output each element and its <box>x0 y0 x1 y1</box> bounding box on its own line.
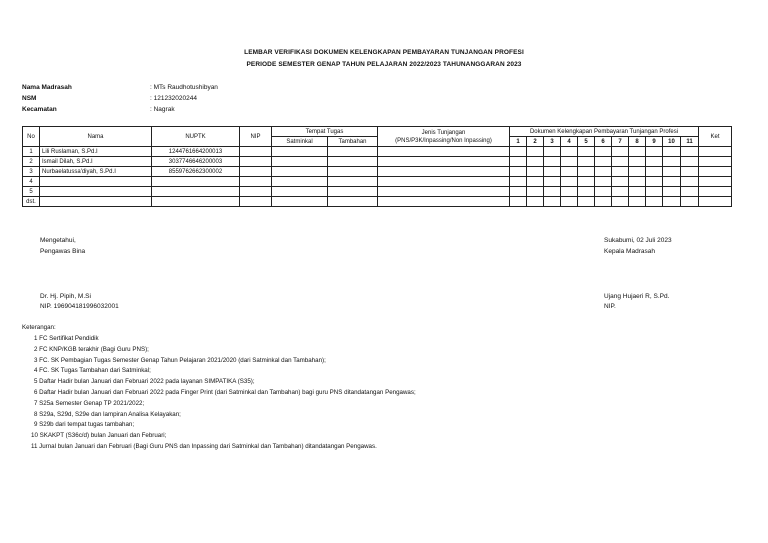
pengawas-name: Dr. Hj. Pipih, M.Si <box>40 293 91 300</box>
row-empty-cell <box>663 177 681 187</box>
row-empty-cell <box>646 187 663 197</box>
row-empty-cell <box>328 177 378 187</box>
row-empty-cell <box>240 167 272 177</box>
row-empty-cell <box>663 167 681 177</box>
header-nip: NIP <box>240 127 272 147</box>
row-empty-cell <box>699 187 732 197</box>
row-empty-cell <box>612 177 629 187</box>
row-empty-cell <box>510 147 527 157</box>
document-title-line-2: PERIODE SEMESTER GENAP TAHUN PELAJARAN 2022/2023 TAHUNANGGARAN 2023 <box>246 61 522 68</box>
row-empty-cell <box>378 187 510 197</box>
row-empty-cell <box>699 157 732 167</box>
row-empty-cell <box>663 187 681 197</box>
kepala-madrasah-label: Kepala Madrasah <box>604 248 655 255</box>
row-empty-cell <box>561 197 578 207</box>
row-nama: Ismail Dilah, S.Pd.I <box>40 157 152 167</box>
header-doc-6: 6 <box>595 137 612 147</box>
header-tempat-tugas: Tempat Tugas <box>272 127 378 137</box>
row-empty-cell <box>646 177 663 187</box>
row-empty-cell <box>699 177 732 187</box>
row-empty-cell <box>646 147 663 157</box>
row-empty-cell <box>578 157 595 167</box>
row-no: 3 <box>23 167 40 177</box>
keterangan-item: 4 FC. SK Tugas Tambahan dari Satminkal; <box>34 367 151 375</box>
row-empty-cell <box>527 197 544 207</box>
row-nama: Lili Ruslaman, S.Pd.I <box>40 147 152 157</box>
keterangan-item: 1 FC Sertifikat Pendidik <box>34 335 99 342</box>
header-jenis-tunjangan-line-1: Jenis Tunjangan <box>421 129 466 136</box>
row-empty-cell <box>612 157 629 167</box>
row-empty-cell <box>663 147 681 157</box>
row-empty-cell <box>681 157 699 167</box>
row-no: dst. <box>23 197 40 207</box>
row-empty-cell <box>510 167 527 177</box>
row-empty-cell <box>272 177 328 187</box>
row-empty-cell <box>595 167 612 177</box>
header-jenis-tunjangan <box>378 127 510 147</box>
row-empty-cell <box>595 197 612 207</box>
keterangan-item: 9 S29b dari tempat tugas tambahan; <box>34 421 135 429</box>
row-empty-cell <box>561 157 578 167</box>
keterangan-item: 3 FC. SK Pembagian Tugas Semester Genap Tahun Pelajaran 2021/2020 (dari Satminkal dan Tambahan); <box>34 356 326 364</box>
row-nuptk: 8559762662300002 <box>152 167 240 177</box>
table-row <box>23 197 732 207</box>
verification-table <box>22 126 732 207</box>
nsm-label: NSM <box>22 95 37 102</box>
row-empty-cell <box>378 197 510 207</box>
row-empty-cell <box>699 167 732 177</box>
row-empty-cell <box>681 167 699 177</box>
row-empty-cell <box>699 147 732 157</box>
row-empty-cell <box>561 187 578 197</box>
row-empty-cell <box>561 177 578 187</box>
row-empty-cell <box>561 167 578 177</box>
row-empty-cell <box>681 187 699 197</box>
keterangan-item: 8 S29a, S29d, S29e dan lampiran Analisa Kelayakan; <box>34 410 181 418</box>
row-empty-cell <box>527 177 544 187</box>
row-empty-cell <box>578 187 595 197</box>
row-empty-cell <box>595 147 612 157</box>
kepala-madrasah-nip: NIP. <box>604 303 616 310</box>
row-empty-cell <box>629 177 646 187</box>
row-empty-cell <box>646 157 663 167</box>
row-empty-cell <box>378 147 510 157</box>
row-empty-cell <box>681 147 699 157</box>
row-empty-cell <box>578 177 595 187</box>
keterangan-item: 11 Jurnal bulan Januari dan Februari (Bagi Guru PNS dan Inpassing dari Satminkal dan Tambahan) ditandatangan Pengawas. <box>31 443 377 450</box>
header-doc-10: 10 <box>663 137 681 147</box>
nsm-value: : 121232020244 <box>150 95 197 102</box>
table-row <box>23 167 732 177</box>
kecamatan-value: : Nagrak <box>150 106 175 113</box>
keterangan-item: 5 Daftar Hadir bulan Januari dan Februari 2022 pada layanan SIMPATIKA (S35); <box>34 378 255 386</box>
row-nuptk: 3037746646200003 <box>152 157 240 167</box>
row-empty-cell <box>240 147 272 157</box>
table-row <box>23 147 732 157</box>
row-empty-cell <box>240 197 272 207</box>
row-no: 4 <box>23 177 40 187</box>
header-doc-9: 9 <box>646 137 663 147</box>
row-empty-cell <box>240 177 272 187</box>
row-empty-cell <box>378 167 510 177</box>
row-empty-cell <box>527 147 544 157</box>
row-nuptk <box>152 187 240 197</box>
header-no: No <box>23 127 40 147</box>
row-empty-cell <box>527 187 544 197</box>
row-empty-cell <box>612 147 629 157</box>
row-empty-cell <box>646 167 663 177</box>
row-empty-cell <box>328 197 378 207</box>
row-empty-cell <box>272 157 328 167</box>
header-doc-4: 4 <box>561 137 578 147</box>
row-empty-cell <box>595 157 612 167</box>
row-nuptk: 1244761664200013 <box>152 147 240 157</box>
header-satminkal: Satminkal <box>272 137 328 147</box>
row-empty-cell <box>646 197 663 207</box>
row-nuptk <box>152 177 240 187</box>
table-row <box>23 187 732 197</box>
row-empty-cell <box>544 177 561 187</box>
row-empty-cell <box>595 177 612 187</box>
pengawas-nip: NIP. 196904181996032001 <box>40 303 119 310</box>
row-empty-cell <box>527 157 544 167</box>
row-empty-cell <box>544 147 561 157</box>
header-ket: Ket <box>699 127 732 147</box>
row-empty-cell <box>510 177 527 187</box>
row-nuptk <box>152 197 240 207</box>
pengawas-bina-label: Pengawas Bina <box>40 248 86 255</box>
row-empty-cell <box>510 187 527 197</box>
row-empty-cell <box>272 167 328 177</box>
header-doc-8: 8 <box>629 137 646 147</box>
nama-madrasah-value: : MTs Raudhotushibyan <box>150 84 218 91</box>
row-empty-cell <box>629 187 646 197</box>
mengetahui-label: Mengetahui, <box>40 237 76 244</box>
row-empty-cell <box>544 157 561 167</box>
row-empty-cell <box>663 157 681 167</box>
row-empty-cell <box>629 167 646 177</box>
header-doc-1: 1 <box>510 137 527 147</box>
row-empty-cell <box>612 167 629 177</box>
keterangan-heading: Keterangan: <box>22 324 56 331</box>
row-empty-cell <box>681 197 699 207</box>
row-no: 5 <box>23 187 40 197</box>
row-no: 1 <box>23 147 40 157</box>
row-empty-cell <box>378 157 510 167</box>
row-empty-cell <box>328 157 378 167</box>
kecamatan-label: Kecamatan <box>22 106 57 113</box>
row-nama <box>40 177 152 187</box>
row-empty-cell <box>328 167 378 177</box>
row-empty-cell <box>629 157 646 167</box>
row-nama <box>40 187 152 197</box>
row-empty-cell <box>681 177 699 187</box>
row-empty-cell <box>629 197 646 207</box>
kepala-madrasah-name: Ujang Hujaeri R, S.Pd. <box>604 293 670 300</box>
row-empty-cell <box>544 167 561 177</box>
nama-madrasah-label: Nama Madrasah <box>22 84 72 91</box>
row-empty-cell <box>544 187 561 197</box>
header-doc-2: 2 <box>527 137 544 147</box>
row-empty-cell <box>544 197 561 207</box>
table-row <box>23 177 732 187</box>
row-empty-cell <box>578 167 595 177</box>
keterangan-item: 6 Daftar Hadir bulan Januari dan Februari 2022 pada Finger Print (dari Satminkal dan Tambahan) bagi guru PNS ditandatangan Pengawas; <box>34 389 416 396</box>
row-empty-cell <box>578 147 595 157</box>
row-no: 2 <box>23 157 40 167</box>
keterangan-item: 10 SKAKPT (S36c/d) bulan Januari dan Februari; <box>31 432 167 440</box>
row-empty-cell <box>663 197 681 207</box>
row-empty-cell <box>240 157 272 167</box>
row-empty-cell <box>272 197 328 207</box>
row-empty-cell <box>272 187 328 197</box>
table-row <box>23 157 732 167</box>
row-nama <box>40 197 152 207</box>
row-empty-cell <box>328 187 378 197</box>
row-empty-cell <box>561 147 578 157</box>
document-title-line-1: LEMBAR VERIFIKASI DOKUMEN KELENGKAPAN PEMBAYARAN TUNJANGAN PROFESI <box>244 49 524 56</box>
row-empty-cell <box>240 187 272 197</box>
header-doc-11: 11 <box>681 137 699 147</box>
row-nama: Nurbaelatussa'diyah, S.Pd.I <box>40 167 152 177</box>
row-empty-cell <box>527 167 544 177</box>
row-empty-cell <box>699 197 732 207</box>
row-empty-cell <box>612 197 629 207</box>
row-empty-cell <box>378 177 510 187</box>
keterangan-item: 2 FC KNP/KGB terakhir (Bagi Guru PNS); <box>34 345 149 353</box>
header-nuptk: NUPTK <box>152 127 240 147</box>
row-empty-cell <box>272 147 328 157</box>
keterangan-item: 7 S25a Semester Genap TP 2021/2022; <box>34 399 145 407</box>
row-empty-cell <box>328 147 378 157</box>
row-empty-cell <box>578 197 595 207</box>
header-dokumen: Dokumen Kelengkapan Pembayaran Tunjangan Profesi <box>510 127 699 137</box>
header-tambahan: Tambahan <box>328 137 378 147</box>
header-doc-7: 7 <box>612 137 629 147</box>
row-empty-cell <box>510 197 527 207</box>
table-header-row-1 <box>23 127 732 137</box>
row-empty-cell <box>510 157 527 167</box>
header-jenis-tunjangan-line-2: (PNS/P3K/Inpassing/Non Inpassing) <box>395 137 492 144</box>
row-empty-cell <box>612 187 629 197</box>
header-doc-3: 3 <box>544 137 561 147</box>
row-empty-cell <box>595 187 612 197</box>
row-empty-cell <box>629 147 646 157</box>
place-date: Sukabumi, 02 Juli 2023 <box>604 237 672 244</box>
header-doc-5: 5 <box>578 137 595 147</box>
header-nama: Nama <box>40 127 152 147</box>
